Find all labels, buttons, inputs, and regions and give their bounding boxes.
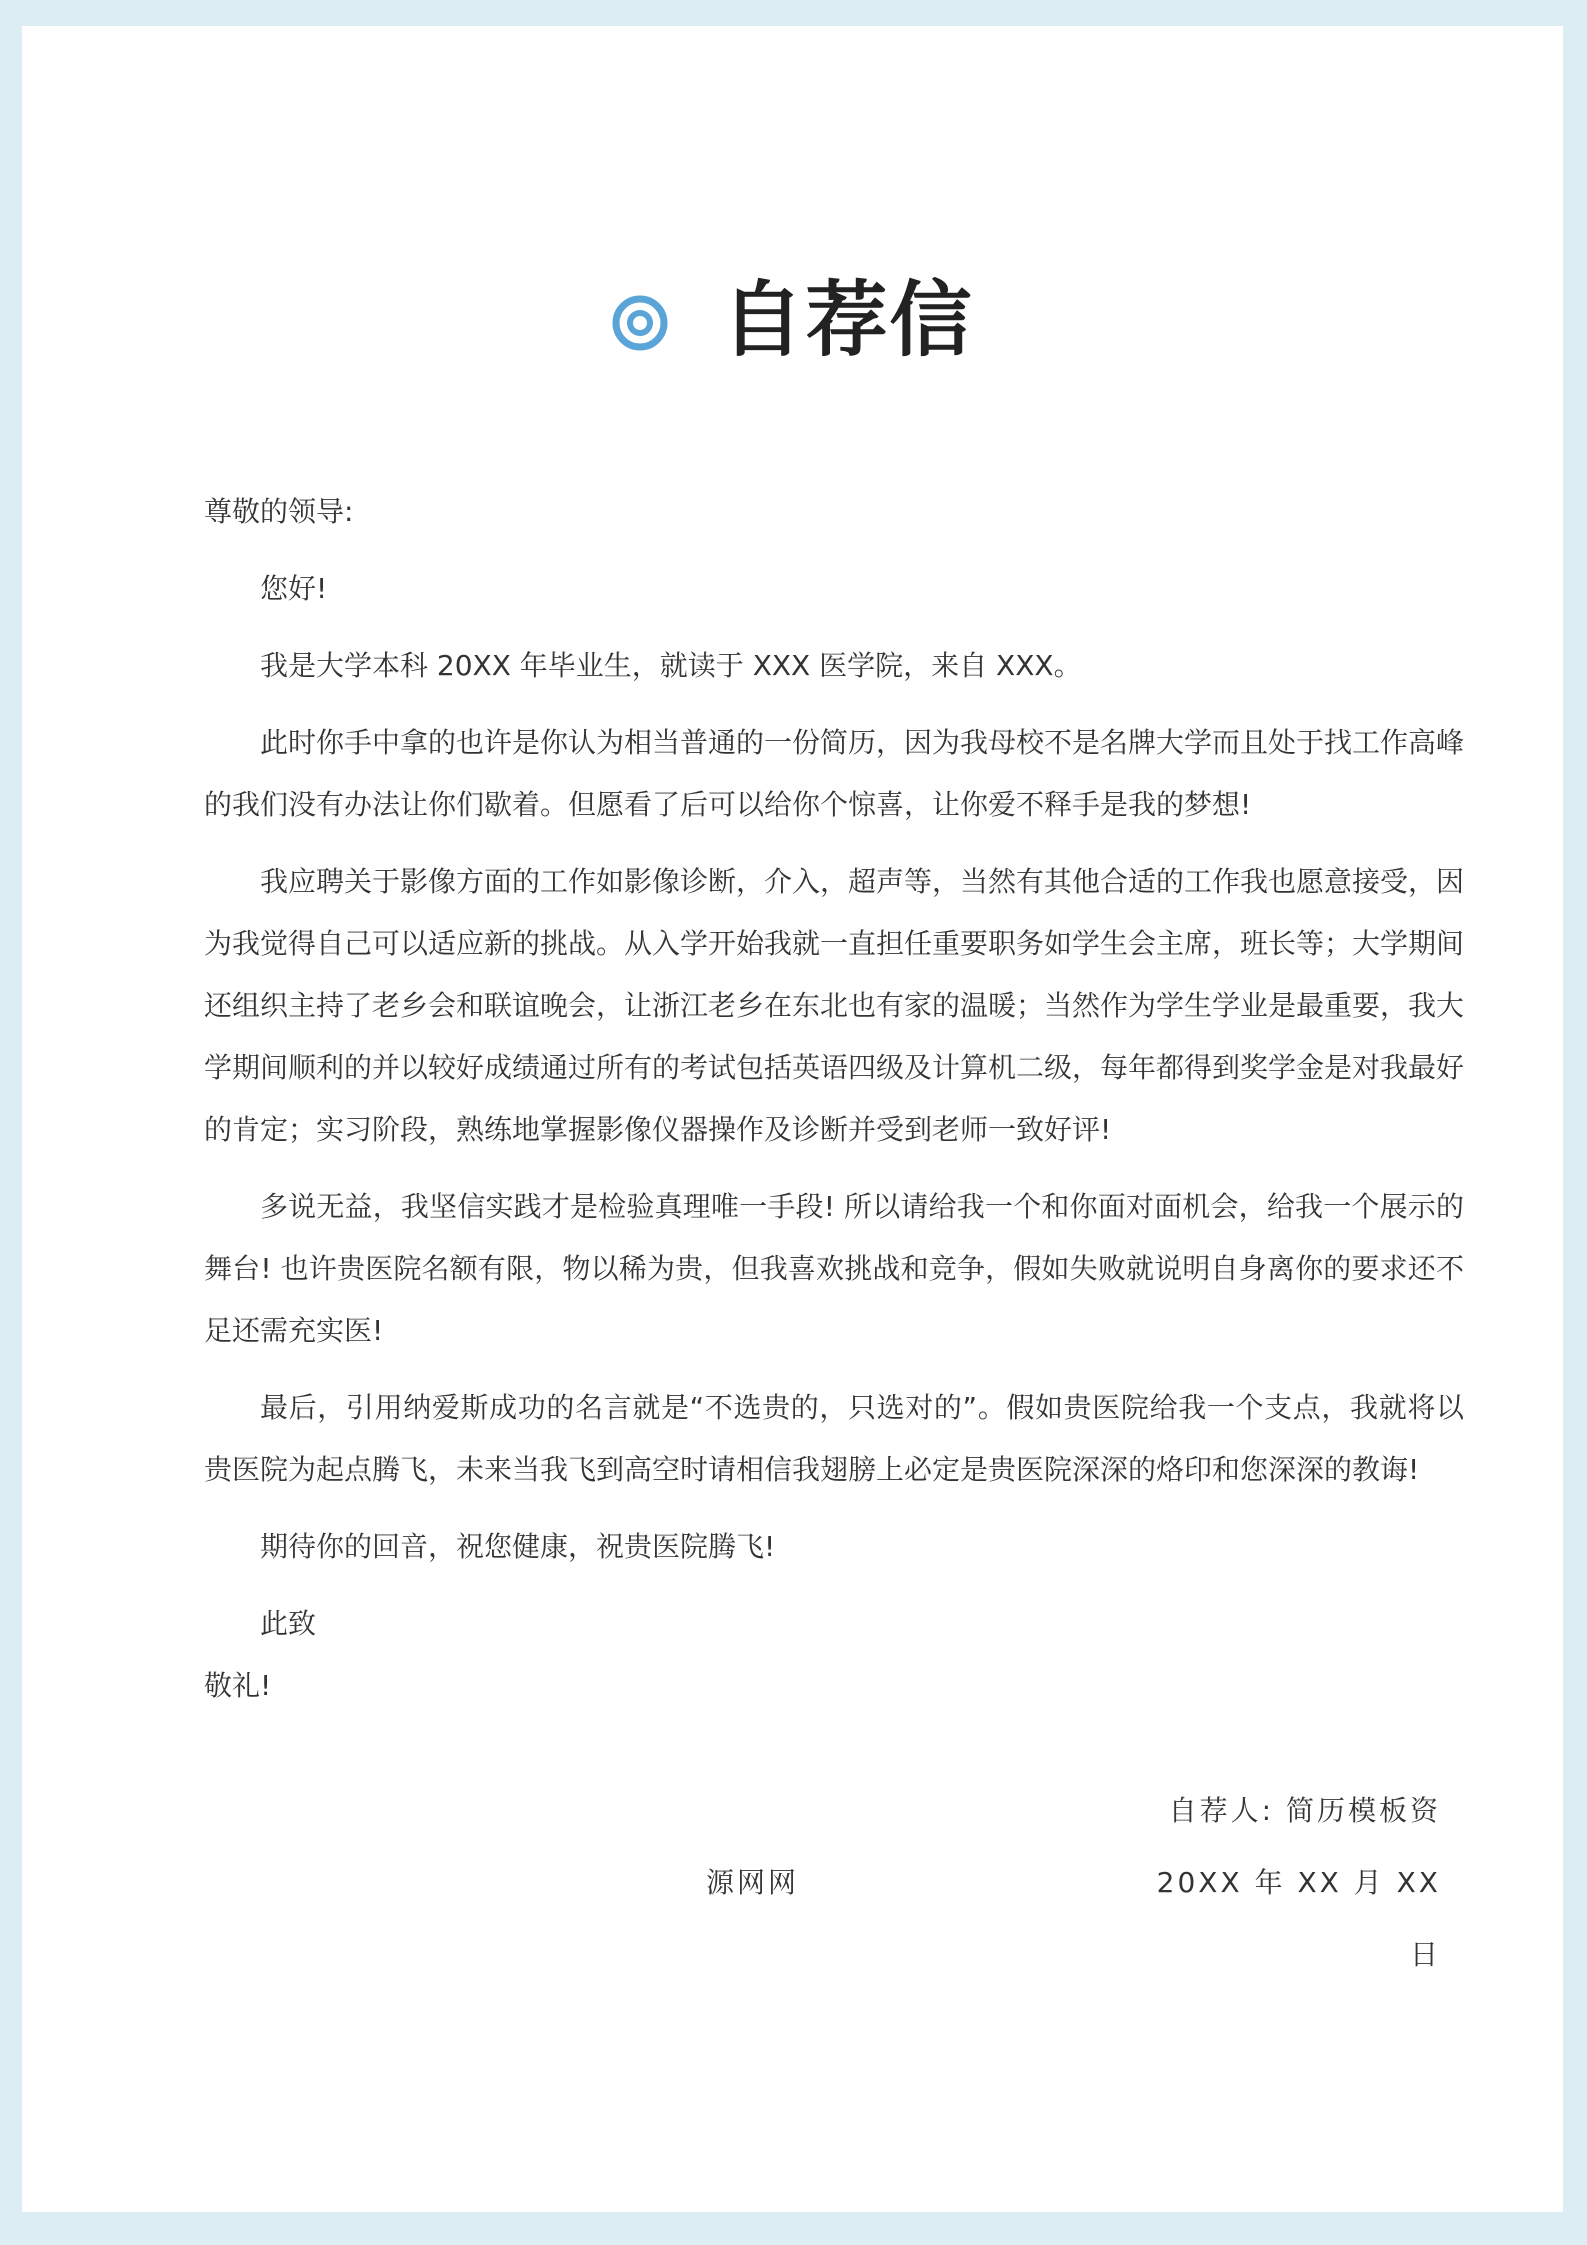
- greeting: 您好!: [260, 572, 328, 605]
- signature-name: 自荐人: 简历模板资: [1168, 1794, 1441, 1827]
- paragraph-closing: 最后，引用纳爱斯成功的名言就是“不选贵的，只选对的”。假如贵医院给我一个支点，我就将以贵医院为起点腾飞，未来当我飞到高空时请相信我翅膀上必定是贵医院深深的烙印和您深深的教诲!: [204, 1391, 1464, 1486]
- page-title: 自荐信: [721, 273, 974, 368]
- target-circle-icon: [611, 294, 669, 352]
- paragraph-resume: 此时你手中拿的也许是你认为相当普通的一份简历，因为我母校不是名牌大学而且处于找工作高峰的我们没有办法让你们歇着。但愿看了后可以给你个惊喜，让你爱不释手是我的梦想!: [204, 726, 1465, 821]
- signature-name-continued: 源网网: [706, 1866, 800, 1899]
- signature-date: 20XX 年 XX 月 XX: [1156, 1866, 1441, 1899]
- closing-line-2: 敬礼!: [204, 1669, 272, 1702]
- paragraph-intro: 我是大学本科 20XX 年毕业生，就读于 XXX 医学院，来自 XXX。: [260, 649, 1082, 682]
- paragraph-wishes: 期待你的回音，祝您健康，祝贵医院腾飞!: [260, 1530, 776, 1563]
- title-row: [22, 271, 1563, 371]
- paragraph-experience: 我应聘关于影像方面的工作如影像诊断，介入，超声等，当然有其他合适的工作我也愿意接受，因为我觉得自己可以适应新的挑战。从入学开始我就一直担任重要职务如学生会主席，班长等；大学期间还组织主持了老乡会和联谊晚会，让浙江老乡在东北也有家的温暖；当然作为学生学业是最重要，我大学期间顺利的并以较好成绩通过所有的考试包括英语四级及计算机二级，每年都得到奖学金是对我最好的肯定；实习阶段，熟练地掌握影像仪器操作及诊断并受到老师一致好评!: [204, 865, 1465, 1146]
- salutation: 尊敬的领导:: [204, 495, 354, 528]
- signature-date-continued: 日: [1409, 1938, 1441, 1971]
- closing-line-1: 此致: [260, 1607, 317, 1640]
- letter-page: [22, 26, 1563, 2212]
- paragraph-opportunity: 多说无益，我坚信实践才是检验真理唯一手段! 所以请给我一个和你面对面机会，给我一个展示的舞台! 也许贵医院名额有限，物以稀为贵，但我喜欢挑战和竞争，假如失败就说明自身离你的要求还不足还需充实医!: [204, 1190, 1464, 1347]
- letter-body: [204, 481, 1464, 1717]
